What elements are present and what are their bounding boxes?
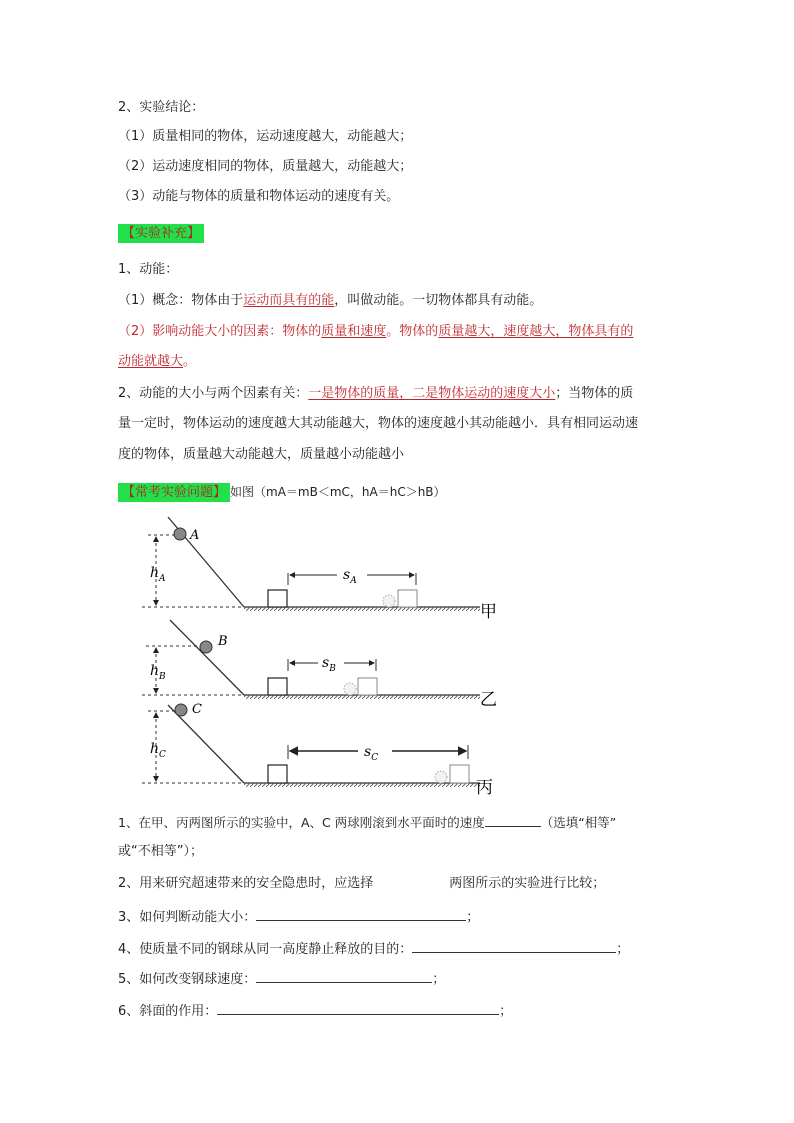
q2-suffix: 两图所示的实验进行比较；: [449, 876, 606, 891]
question-4: [118, 938, 629, 960]
p2-line-1: [118, 384, 633, 404]
block-c-end: [450, 765, 469, 783]
ball-label-a: A: [190, 528, 200, 543]
panel-yi: [142, 620, 497, 710]
q5-answer-blank[interactable]: [256, 968, 432, 983]
experiment-diagram: [130, 515, 510, 795]
ball-label-b: B: [218, 634, 228, 649]
q3-end: ；: [466, 910, 480, 925]
caption-bing: 丙: [476, 778, 493, 795]
block-a-start: [268, 590, 287, 607]
block-b-end: [358, 678, 377, 695]
q6-text: 6、斜面的作用：: [118, 1004, 218, 1019]
p2-prefix: 2、动能的大小与两个因素有关：: [118, 386, 309, 401]
dist-label-a: $s_A$: [343, 567, 357, 586]
factor-key: 质量和速度: [321, 324, 387, 339]
concept-suffix: ，叫做动能。一切物体都具有动能。: [334, 293, 543, 308]
panel-jia: [142, 517, 497, 622]
factor-line: [118, 322, 633, 342]
ball-c-end: [435, 771, 447, 783]
block-b-start: [268, 678, 287, 695]
conclusion-item-1: （1）质量相同的物体，运动速度越大，动能越大；: [118, 129, 413, 144]
question-3: [118, 906, 479, 928]
concept-key: 运动而具有的能: [243, 293, 335, 308]
question-6: [118, 1000, 512, 1022]
p2-line-2: 量一定时，物体运动的速度越大其动能越大，物体的速度越小其动能越小．具有相同运动速: [118, 416, 639, 431]
conclusion-heading: 2、实验结论：: [118, 100, 205, 115]
question-1-cont: 或“不相等”）；: [118, 844, 203, 859]
conclusion-item-3: （3）动能与物体的质量和物体运动的速度有关。: [118, 189, 400, 204]
ball-label-c: C: [192, 702, 202, 717]
p2-line-3: 度的物体，质量越大动能越大，质量越小动能越小: [118, 447, 405, 462]
factor-mid: 。物体的: [386, 324, 439, 339]
p2-key: 一是物体的质量，二是物体运动的速度大小: [308, 386, 556, 401]
block-a-end: [398, 590, 417, 607]
dist-label-b: $s_B$: [322, 655, 336, 674]
question-5: [118, 968, 445, 990]
ramp-b: [170, 620, 244, 695]
height-label-b: $h_B$: [150, 663, 166, 682]
q1-text: 1、在甲、丙两图所示的实验中，A、C 两球刚滚到水平面时的速度: [118, 815, 485, 830]
ball-b: [200, 641, 212, 653]
q1-after: （选填“相等”: [540, 815, 617, 830]
supplement-tag: 【实验补充】: [118, 224, 204, 243]
q3-text: 3、如何判断动能大小：: [118, 910, 257, 925]
ball-b-end: [344, 683, 356, 695]
q2-prefix: 2、用来研究超速带来的安全隐患时，应选择: [118, 876, 374, 891]
ball-c: [175, 704, 187, 716]
caption-yi: 乙: [480, 690, 497, 710]
common-section: [118, 482, 446, 503]
ramp-c: [168, 705, 244, 783]
p2-suffix: ；当物体的质: [555, 386, 634, 401]
factor-line2-key: 动能就越大: [118, 354, 184, 369]
supplement-section: [118, 224, 204, 244]
factor-line2-end: 。: [183, 354, 197, 369]
factor-prefix: （2）影响动能大小的因素：物体的: [118, 324, 322, 339]
caption-jia: 甲: [480, 602, 497, 622]
q5-end: ；: [432, 972, 446, 987]
panel-bing: [142, 702, 493, 795]
question-2: [118, 874, 605, 894]
q4-end: ；: [616, 942, 630, 957]
common-tag: 【常考实验问题】: [118, 483, 230, 502]
q6-answer-blank[interactable]: [217, 1000, 499, 1015]
q1-answer-blank[interactable]: [485, 812, 541, 827]
block-c-start: [268, 765, 287, 783]
q4-text: 4、使质量不同的钢球从同一高度静止释放的目的：: [118, 942, 413, 957]
conclusion-item-2: （2）运动速度相同的物体，质量越大，动能越大；: [118, 159, 413, 174]
question-1: [118, 812, 616, 833]
factor-line-2: [118, 352, 196, 372]
q5-text: 5、如何改变钢球速度：: [118, 972, 257, 987]
height-label-a: $h_A$: [150, 565, 166, 584]
q4-answer-blank[interactable]: [412, 938, 616, 953]
concept-line: [118, 291, 542, 311]
common-condition: 如图（mA＝mB＜mC，hA＝hC＞hB）: [230, 485, 446, 499]
q6-end: ；: [499, 1004, 513, 1019]
concept-prefix: （1）概念：物体由于: [118, 293, 244, 308]
ball-a: [174, 528, 186, 540]
height-label-c: $h_C$: [150, 741, 166, 760]
dist-label-c: $s_C$: [364, 744, 379, 763]
ball-a-end: [383, 595, 395, 607]
q3-answer-blank[interactable]: [256, 906, 466, 921]
factor-key2: 质量越大，速度越大，物体具有的: [438, 324, 634, 339]
kinetic-heading: 1、动能：: [118, 262, 179, 277]
